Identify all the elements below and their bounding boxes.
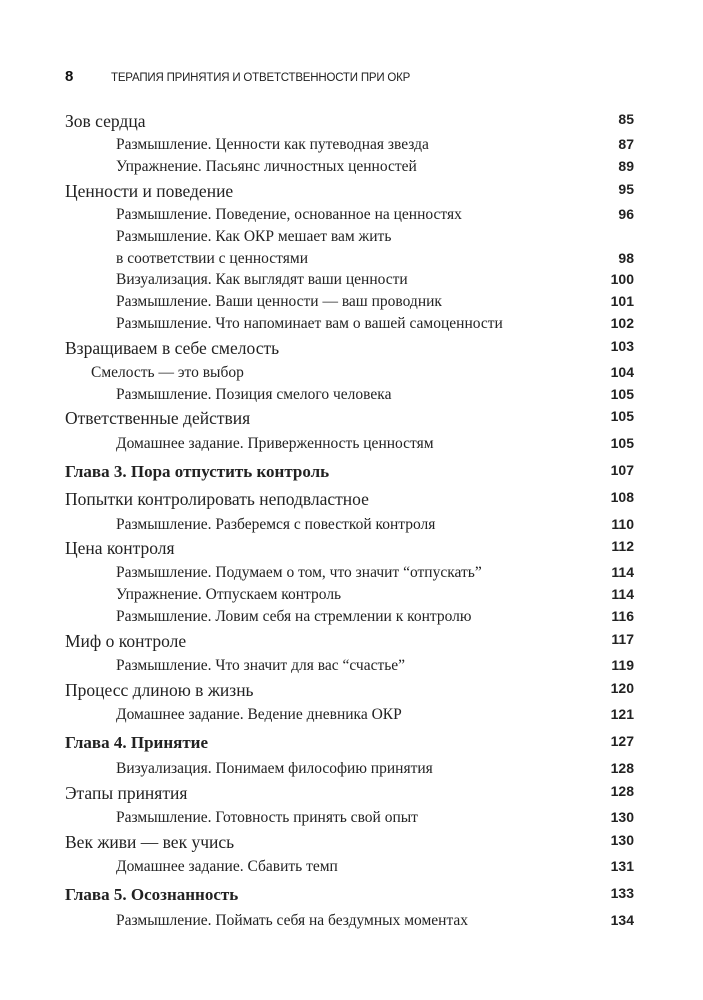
toc-entry	[0, 338, 703, 360]
toc-entry	[0, 912, 703, 934]
toc-entry-title: Размышление. Поймать себя на бездумных моментах	[116, 912, 469, 929]
toc-entry	[0, 516, 703, 538]
toc-entry-page: 104	[610, 364, 634, 380]
toc-entry-title: Домашнее задание. Ведение дневника ОКР	[116, 706, 402, 723]
toc-entry-page: 107	[610, 462, 634, 478]
toc-entry-title: Ценности и поведение	[65, 181, 234, 201]
toc-entry	[0, 706, 703, 728]
toc-entry-page: 116	[611, 608, 634, 624]
toc-entry-title: Размышление. Как ОКР мешает вам жить	[116, 228, 392, 245]
toc-entry-page: 103	[610, 338, 634, 354]
toc-entry-title: Размышление. Поведение, основанное на ценностях	[116, 206, 462, 223]
toc-entry-title: Размышление. Разберемся с повесткой контроля	[116, 516, 436, 533]
toc-entry-title: Процесс длиною в жизнь	[65, 680, 254, 700]
toc-entry-title: Упражнение. Отпускаем контроль	[116, 586, 342, 603]
toc-entry	[0, 538, 703, 560]
toc-entry	[0, 680, 703, 702]
toc-entry-title: Домашнее задание. Приверженность ценностям	[116, 435, 434, 452]
toc-entry-page: 130	[610, 809, 634, 825]
toc-entry-title: Этапы принятия	[65, 783, 188, 803]
toc-entry	[0, 586, 703, 608]
toc-entry-page: 128	[610, 760, 634, 776]
toc-entry-title: Домашнее задание. Сбавить темп	[116, 858, 338, 875]
toc-entry-title: Размышление. Что значит для вас “счастье”	[116, 657, 406, 674]
toc-entry	[0, 783, 703, 805]
toc-entry	[0, 435, 703, 457]
toc-entry	[0, 158, 703, 180]
toc-entry-page: 101	[610, 293, 634, 309]
toc-entry-page: 96	[618, 206, 634, 222]
toc-entry-title: Ответственные действия	[65, 408, 251, 428]
toc-entry-page: 120	[610, 680, 634, 696]
toc-chapter	[0, 462, 703, 484]
toc-entry-title: Размышление. Что напоминает вам о вашей самоценности	[116, 315, 503, 332]
toc-entry-page: 114	[611, 564, 634, 580]
running-title: ТЕРАПИЯ ПРИНЯТИЯ И ОТВЕТСТВЕННОСТИ ПРИ ОКР	[111, 72, 411, 84]
toc-entry-page: 85	[618, 111, 634, 127]
toc-entry-page: 100	[610, 271, 634, 287]
toc-entry	[0, 489, 703, 511]
toc-chapter-title: Глава 3. Пора отпустить контроль	[65, 462, 330, 481]
toc-entry	[0, 293, 703, 315]
toc-entry-page: 105	[610, 408, 634, 424]
toc-chapter	[0, 733, 703, 755]
toc-entry-title: Зов сердца	[65, 111, 146, 131]
toc-entry	[0, 858, 703, 880]
toc-entry-page: 130	[610, 832, 634, 848]
toc-entry	[0, 111, 703, 133]
toc-entry	[0, 136, 703, 158]
toc-chapter-title: Глава 5. Осознанность	[65, 885, 239, 904]
toc-entry-page: 87	[618, 136, 634, 152]
toc-entry-page: 105	[610, 435, 634, 451]
toc-entry	[0, 564, 703, 586]
toc-entry-title: Век живи — век учись	[65, 832, 235, 852]
toc-entry	[0, 386, 703, 408]
toc-entry-page: 131	[610, 858, 634, 874]
toc-entry-title: Взращиваем в себе смелость	[65, 338, 280, 358]
toc-entry-page: 98	[618, 250, 634, 266]
toc-entry	[0, 608, 703, 630]
toc-entry-page: 110	[611, 516, 634, 532]
toc-entry	[0, 657, 703, 679]
toc-entry-title: Визуализация. Как выглядят ваши ценности	[116, 271, 408, 288]
toc-entry-title: в соответствии с ценностями	[116, 250, 308, 267]
toc-entry-title: Цена контроля	[65, 538, 175, 558]
toc-entry	[0, 760, 703, 782]
toc-entry	[0, 228, 703, 250]
toc-entry-title: Размышление. Ваши ценности — ваш проводник	[116, 293, 442, 310]
toc-entry-page: 127	[610, 733, 634, 749]
toc-chapter	[0, 885, 703, 907]
toc-entry-page: 108	[610, 489, 634, 505]
toc-entry-title: Упражнение. Пасьянс личностных ценностей	[116, 158, 417, 175]
toc-entry	[0, 315, 703, 337]
toc-entry	[0, 364, 703, 386]
toc-entry-title: Размышление. Позиция смелого человека	[116, 386, 392, 403]
toc-entry-title: Размышление. Ценности как путеводная звезда	[116, 136, 429, 153]
toc-chapter-title: Глава 4. Принятие	[65, 733, 209, 752]
toc-entry-page: 114	[611, 586, 634, 602]
toc-entry-title: Попытки контролировать неподвластное	[65, 489, 369, 509]
toc-entry-title: Размышление. Готовность принять свой опыт	[116, 809, 418, 826]
toc-entry	[0, 832, 703, 854]
toc-entry-page: 105	[610, 386, 634, 402]
toc-entry	[0, 250, 703, 272]
toc-entry	[0, 271, 703, 293]
toc-entry-page: 133	[610, 885, 634, 901]
toc-entry	[0, 408, 703, 430]
toc-entry-page: 134	[610, 912, 634, 928]
toc-entry-page: 128	[610, 783, 634, 799]
toc-entry-page: 121	[610, 706, 634, 722]
toc-entry-page: 89	[618, 158, 634, 174]
page-number: 8	[65, 68, 74, 85]
toc-entry-page: 117	[611, 631, 634, 647]
toc-entry-page: 112	[611, 538, 634, 554]
toc-entry	[0, 181, 703, 203]
toc-entry-title: Визуализация. Понимаем философию принятия	[116, 760, 433, 777]
toc-entry-title: Размышление. Ловим себя на стремлении к контролю	[116, 608, 472, 625]
toc-entry	[0, 206, 703, 228]
toc-entry-title: Миф о контроле	[65, 631, 187, 651]
toc-entry-page: 95	[618, 181, 634, 197]
toc-entry-page: 119	[611, 657, 634, 673]
toc-entry	[0, 809, 703, 831]
toc-entry-page: 102	[610, 315, 634, 331]
toc-entry-title: Размышление. Подумаем о том, что значит “отпускать”	[116, 564, 482, 581]
toc-entry	[0, 631, 703, 653]
toc-entry-title: Смелость — это выбор	[91, 364, 244, 381]
